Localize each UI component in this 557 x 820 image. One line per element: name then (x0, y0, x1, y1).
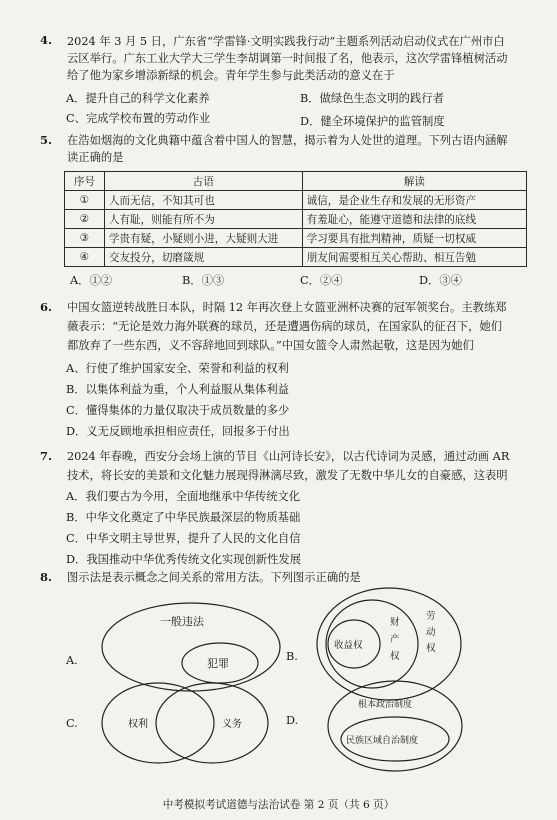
table-header: 序号 (65, 172, 105, 191)
question-5-number: 5. (40, 133, 53, 147)
table-cell: 有羞耻心，能遵守道德和法律的底线 (302, 210, 526, 229)
diagram-b-mid-char-1: 财 (390, 617, 400, 628)
question-4-line-1: 2024 年 3 月 5 日，广东省“学雷锋·文明实践我行动”主题系列活动启动仪式在广州市白 (67, 35, 505, 48)
table-header: 古语 (104, 172, 302, 191)
question-4-line-3: 给了他为家乡增添新绿的机会。青年学生参与此类活动的意义在于 (67, 69, 395, 82)
table-cell: 人而无信，不知其可也 (104, 191, 302, 210)
table-cell: 诚信，是企业生存和发展的无形资产 (302, 191, 526, 210)
table-row (65, 191, 527, 210)
diagram-a-letter: A. (66, 654, 78, 667)
question-5-line-1: 在浩如烟海的文化典籍中蕴含着中国人的智慧，揭示着为人处世的道理。下列古语内涵解 (67, 134, 508, 147)
diagram-b-outer-char-2: 动 (426, 627, 436, 638)
table-cell: 学习要具有批判精神，质疑一切权威 (302, 229, 526, 248)
table-row (65, 248, 527, 267)
diagram-b-letter: B. (286, 650, 298, 663)
question-5-option-b: B．①③ (182, 274, 225, 287)
question-6-number: 6. (40, 300, 53, 314)
diagram-c (100, 681, 270, 765)
question-7-line-1: 2024 年春晚，西安分会场上演的节目《山河诗长安》，以古代诗词为灵感，通过动画 AR (67, 450, 510, 463)
table-row (65, 229, 527, 248)
question-4-number: 4. (40, 33, 53, 47)
diagram-b-mid-char-2: 产 (390, 634, 400, 645)
question-5-line-2: 读正确的是 (67, 151, 124, 164)
page-footer: 中考模拟考试道德与法治试卷 第 2 页（共 6 页） (162, 799, 395, 811)
diagram-c-right-label: 义务 (222, 719, 242, 730)
diagram-c-svg (100, 681, 270, 765)
table-cell: 交友投分，切磨箴规 (104, 248, 302, 267)
question-4-option-b: B．做绿色生态文明的践行者 (300, 92, 444, 105)
question-4-option-d: D．健全环境保护的监管制度 (300, 115, 445, 128)
question-6-line-3: 都放弃了一些东西，义不容辞地回到球队。”中国女篮令人肃然起敬，这是因为她们 (67, 339, 474, 352)
question-4-option-c: C、完成学校布置的劳动作业 (66, 112, 211, 125)
diagram-d (326, 679, 464, 773)
diagram-a-outer-label: 一般违法 (160, 615, 204, 628)
question-8-line: 图示法是表示概念之间关系的常用方法。下列图示正确的是 (67, 571, 361, 584)
quote-table (64, 171, 527, 267)
question-5-option-d: D．③④ (419, 274, 462, 287)
diagram-b-mid-char-3: 权 (390, 651, 400, 662)
table-cell: ② (65, 210, 105, 229)
diagram-d-letter: D. (286, 714, 299, 727)
diagram-b-outer-char-1: 劳 (426, 611, 436, 622)
question-8-number: 8. (40, 570, 53, 584)
diagram-b-inner-label: 收益权 (334, 640, 363, 651)
diagram-c-letter: C. (66, 717, 78, 730)
table-cell: ④ (65, 248, 105, 267)
diagram-d-inner-label: 民族区域自治制度 (346, 736, 419, 746)
question-4-option-a: A．提升自己的科学文化素养 (66, 92, 210, 105)
question-6-option-c: C．懂得集体的力量仅取决于成员数量的多少 (66, 404, 290, 417)
question-6-option-d: D．义无反顾地承担相应责任，回报多于付出 (66, 425, 290, 438)
diagram-b-outer-char-3: 权 (426, 643, 436, 654)
diagram-d-svg (326, 679, 464, 773)
diagram-a (100, 601, 282, 693)
diagram-a-inner-label: 犯罪 (207, 657, 229, 670)
question-5-option-c: C．②④ (300, 274, 343, 287)
table-cell: 学贵有疑，小疑则小进，大疑则大进 (104, 229, 302, 248)
question-7-option-b: B．中华文化奠定了中华民族最深层的物质基础 (66, 511, 301, 524)
table-cell: 人有耻，则能有所不为 (104, 210, 302, 229)
table-row (65, 210, 527, 229)
question-7-option-d: D．我国推动中华优秀传统文化实现创新性发展 (66, 553, 301, 566)
table-header-row (65, 172, 527, 191)
table-header: 解读 (302, 172, 526, 191)
question-7-line-2: 技术，将长安的美景和文化魅力展现得淋漓尽致，激发了无数中华儿女的自豪感，这表明 (67, 469, 508, 482)
diagram-c-left-label: 权利 (128, 719, 148, 730)
question-7-option-c: C．中华文明主导世界，提升了人民的文化自信 (66, 532, 301, 545)
table-cell: 朋友间需要相互关心帮助、相互告勉 (302, 248, 526, 267)
question-6-line-2: 薇表示：“无论是效力海外联赛的球员，还是遭遇伤病的球员，在国家队的征召下，她们 (67, 320, 503, 333)
table-cell: ③ (65, 229, 105, 248)
question-7-number: 7. (40, 449, 53, 463)
question-6-option-b: B．以集体利益为重，个人利益服从集体利益 (66, 383, 289, 396)
table-cell: ① (65, 191, 105, 210)
question-4-line-2: 云区举行。广东工业大学大三学生李胡调第一时间报了名，他表示，这次学雷锋植树活动 (67, 52, 508, 65)
question-6-line-1: 中国女篮逆转战胜日本队，时隔 12 年再次登上女篮亚洲杯决赛的冠军领奖台。主教练郑 (67, 301, 507, 314)
question-7-option-a: A．我们要古为今用，全面地继承中华传统文化 (66, 490, 301, 503)
question-5-option-a: A．①② (70, 274, 113, 287)
diagram-d-outer-label: 根本政治制度 (358, 700, 413, 710)
question-6-option-a: A、行使了维护国家安全、荣誉和利益的权利 (66, 362, 289, 375)
